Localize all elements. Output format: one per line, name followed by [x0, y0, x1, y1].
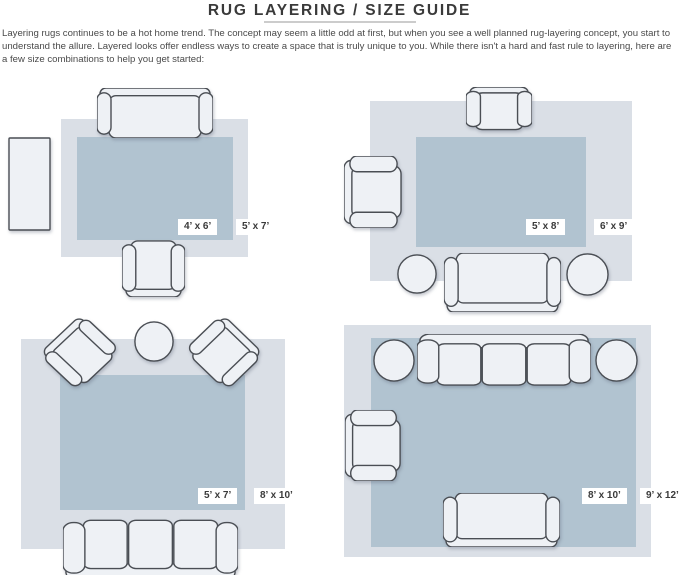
- inner-rug-size-label: 8’ x 10’: [582, 488, 627, 504]
- armchair-icon: [39, 314, 122, 392]
- title-divider: [264, 21, 416, 23]
- outer-rug-size-label: 6’ x 9’: [594, 219, 633, 235]
- intro-text: Layering rugs continues to be a hot home trend. The concept may seem a little odd at first, but when you see a well planned rug-layering concept, you start to understand the allure. Layered looks offer endless ways to create a space that is truly unique to you. While there isn't a hard and fast rule to layering, here are a few size combinations to help you get started:: [2, 28, 672, 66]
- console-table-icon: [8, 137, 51, 231]
- sofa-icon: [97, 88, 213, 138]
- outer-rug-size-label: 8’ x 10’: [254, 488, 299, 504]
- armchair-icon: [466, 87, 532, 131]
- loveseat-icon: [443, 493, 560, 547]
- sofa-icon: [63, 518, 238, 575]
- armchair-icon: [122, 239, 185, 297]
- sofa-icon: [444, 253, 561, 312]
- inner-rug-size-label: 5’ x 8’: [526, 219, 565, 235]
- outer-rug-size-label: 9’ x 12’: [640, 488, 679, 504]
- pouf-icon: [397, 254, 437, 294]
- inner-rug-size-label: 4’ x 6’: [178, 219, 217, 235]
- round-table-icon: [134, 321, 174, 362]
- pouf-icon: [373, 339, 415, 382]
- page-title: RUG LAYERING / SIZE GUIDE: [207, 2, 472, 19]
- outer-rug-size-label: 5’ x 7’: [236, 219, 275, 235]
- pouf-icon: [566, 253, 609, 296]
- pouf-icon: [595, 339, 638, 382]
- inner-rug-size-label: 5’ x 7’: [198, 488, 237, 504]
- armchair-icon: [183, 314, 264, 392]
- sofa-icon: [417, 334, 591, 387]
- armchair-icon: [344, 156, 403, 228]
- armchair-icon: [345, 410, 402, 481]
